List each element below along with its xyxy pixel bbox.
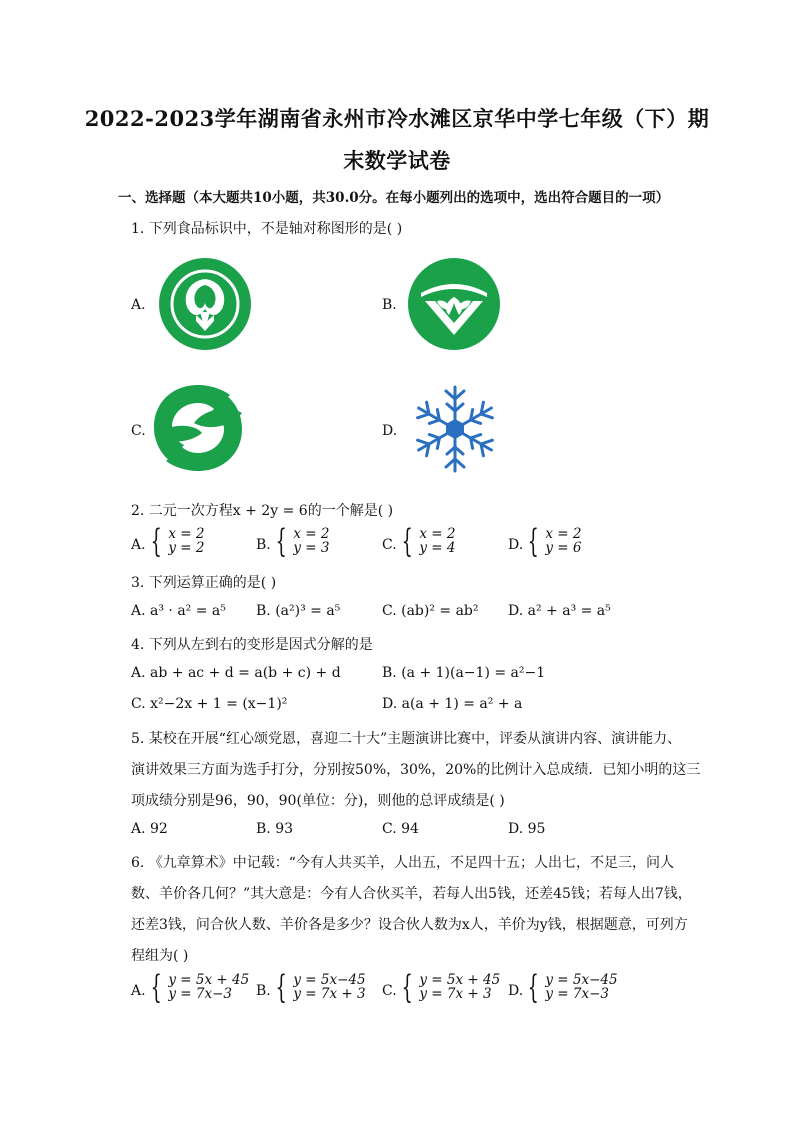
food-logo-a-icon <box>158 257 252 351</box>
q5-option-d: D. 95 <box>508 821 546 837</box>
q6-option-a-system: { y = 5x + 45 y = 7x−3 <box>150 968 250 1006</box>
question-5-line3: 项成绩分别是96，90，90(单位：分)，则他的总评成绩是( ) <box>131 793 505 809</box>
question-4-stem: 4. 下列从左到右的变形是因式分解的是 <box>131 637 373 653</box>
equation: y = 5x + 45 <box>419 972 501 988</box>
equation: x = 2 <box>419 526 456 542</box>
q2-option-d-label: D. <box>508 537 524 553</box>
q6-option-b-system: { y = 5x−45 y = 7x + 3 <box>275 968 366 1006</box>
equation: x = 2 <box>293 526 330 542</box>
question-6-line1: 6. 《九章算术》中记载：“今有人共买羊，人出五，不足四十五；人出七，不足三，问人 <box>131 855 674 871</box>
q6-option-d-system: { y = 5x−45 y = 7x−3 <box>527 968 618 1006</box>
q6-option-a-label: A. <box>131 983 146 999</box>
section-heading: 一、选择题（本大题共10小题，共30.0分。在每小题列出的选项中，选出符合题目的一项） <box>118 190 670 206</box>
equation: y = 2 <box>168 540 205 556</box>
q4-option-d: D. a(a + 1) = a² + a <box>382 696 523 712</box>
q6-option-c-label: C. <box>382 983 397 999</box>
question-2-stem: 2. 二元一次方程x + 2y = 6的一个解是( ) <box>131 503 394 519</box>
q2-option-b-label: B. <box>256 537 271 553</box>
equation: x = 2 <box>545 526 582 542</box>
question-6-line4: 程组为( ) <box>131 948 189 964</box>
equation: y = 7x−3 <box>168 986 232 1002</box>
q1-option-b-label: B. <box>382 297 397 313</box>
equation: y = 5x−45 <box>545 972 618 988</box>
q3-option-d: D. a² + a³ = a⁵ <box>508 603 611 619</box>
exam-title-line2: 末数学试卷 <box>343 148 451 173</box>
q3-option-b: B. (a²)³ = a⁵ <box>256 603 341 619</box>
q2-option-a-label: A. <box>131 537 146 553</box>
equation: y = 7x + 3 <box>293 986 366 1002</box>
equation: y = 7x + 3 <box>419 986 492 1002</box>
q6-option-c-system: { y = 5x + 45 y = 7x + 3 <box>401 968 501 1006</box>
equation: x = 2 <box>168 526 205 542</box>
q6-option-d-label: D. <box>508 983 524 999</box>
question-1-stem: 1. 下列食品标识中，不是轴对称图形的是( ) <box>131 221 403 237</box>
q2-option-d-system: { x = 2 y = 6 <box>527 522 582 560</box>
question-3-stem: 3. 下列运算正确的是( ) <box>131 575 277 591</box>
q2-option-a-system: { x = 2 y = 2 <box>150 522 205 560</box>
q5-option-a: A. 92 <box>131 821 168 837</box>
q1-option-d-label: D. <box>382 423 398 439</box>
q4-option-c: C. x²−2x + 1 = (x−1)² <box>131 696 288 712</box>
equation: y = 5x−45 <box>293 972 366 988</box>
q2-option-c-label: C. <box>382 537 397 553</box>
food-logo-c-icon <box>150 383 246 473</box>
q2-option-b-system: { x = 2 y = 3 <box>275 522 330 560</box>
exam-title-line1: 2022-2023学年湖南省永州市冷水滩区京华中学七年级（下）期 <box>84 106 710 131</box>
question-6-line2: 数、羊价各几何？”其大意是：今有人合伙买羊，若每人出5钱，还差45钱；若每人出7钱， <box>131 886 692 902</box>
q5-option-b: B. 93 <box>256 821 294 837</box>
equation: y = 7x−3 <box>545 986 609 1002</box>
q1-option-a-label: A. <box>131 297 146 313</box>
equation: y = 4 <box>419 540 456 556</box>
q1-option-c-label: C. <box>131 423 146 439</box>
question-5-line2: 演讲效果三方面为选手打分，分别按50%，30%，20%的比例计入总成绩．已知小明的这三 <box>131 762 701 778</box>
equation: y = 3 <box>293 540 330 556</box>
q2-option-c-system: { x = 2 y = 4 <box>401 522 456 560</box>
snowflake-icon <box>411 384 499 474</box>
food-logo-b-icon <box>407 257 501 351</box>
q4-option-a: A. ab + ac + d = a(b + c) + d <box>131 665 341 681</box>
q6-option-b-label: B. <box>256 983 271 999</box>
q5-option-c: C. 94 <box>382 821 419 837</box>
q3-option-c: C. (ab)² = ab² <box>382 603 479 619</box>
question-5-line1: 5. 某校在开展“红心颂党恩，喜迎二十大”主题演讲比赛中，评委从演讲内容、演讲能力、 <box>131 731 682 747</box>
equation: y = 5x + 45 <box>168 972 250 988</box>
question-6-line3: 还差3钱，问合伙人数、羊价各是多少？设合伙人数为x人，羊价为y钱，根据题意，可列方 <box>131 917 688 933</box>
q4-option-b: B. (a + 1)(a−1) = a²−1 <box>382 665 546 681</box>
q3-option-a: A. a³ · a² = a⁵ <box>131 603 226 619</box>
equation: y = 6 <box>545 540 582 556</box>
